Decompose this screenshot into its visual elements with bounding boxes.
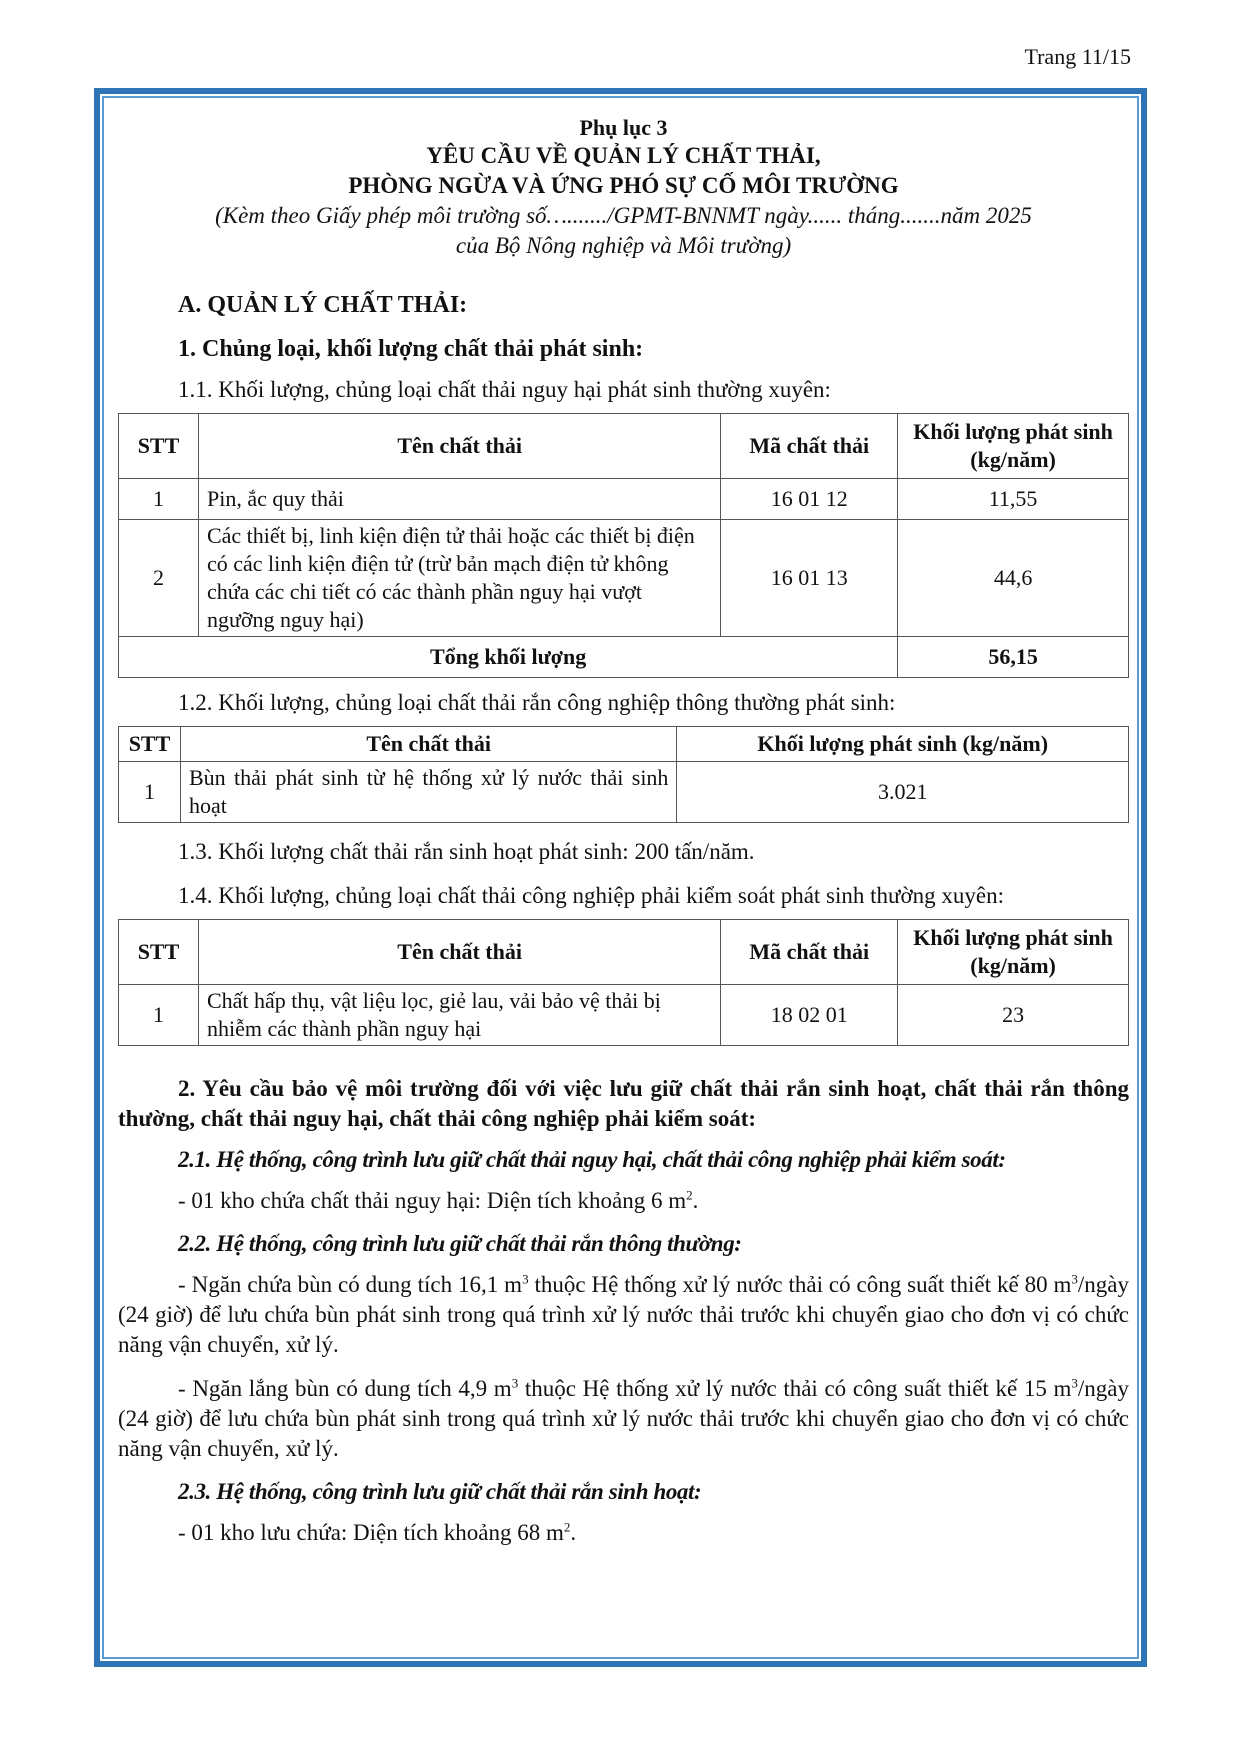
text: - 01 kho lưu chứa: Diện tích khoảng 68 m <box>178 1520 564 1545</box>
cell-amount: 3.021 <box>677 762 1129 823</box>
cell-stt: 1 <box>119 479 199 520</box>
column-header-stt: STT <box>119 727 181 762</box>
section-2-1-heading: 2.1. Hệ thống, công trình lưu giữ chất thải nguy hại, chất thải công nghiệp phải kiểm soát: <box>178 1147 1006 1172</box>
table-header-row <box>119 414 1129 479</box>
column-header-amount: Khối lượng phát sinh (kg/năm) <box>677 727 1129 762</box>
appendix-label: Phụ lục 3 <box>579 115 668 140</box>
section-2-heading: 2. Yêu cầu bảo vệ môi trường đối với việc lưu giữ chất thải rắn sinh hoạt, chất thải rắn thông thường, chất thải nguy hại, chất thải công nghiệp phải kiểm soát: <box>118 1076 1129 1131</box>
table-row <box>119 479 1129 520</box>
cell-stt: 1 <box>119 762 181 823</box>
column-header-code: Mã chất thải <box>721 414 898 479</box>
superscript: 3 <box>511 1375 519 1391</box>
total-label: Tổng khối lượng <box>119 637 898 678</box>
column-header-name: Tên chất thải <box>180 727 676 762</box>
text: - Ngăn chứa bùn có dung tích 16,1 m <box>178 1272 523 1297</box>
cell-name: Pin, ắc quy thải <box>198 479 720 520</box>
column-header-amount: Khối lượng phát sinh (kg/năm) <box>898 920 1129 985</box>
section-1-2-text: 1.2. Khối lượng, chủng loại chất thải rắn công nghiệp thông thường phát sinh: <box>178 690 896 715</box>
column-header-name: Tên chất thải <box>198 920 720 985</box>
table-row <box>119 520 1129 637</box>
table-header-row <box>119 920 1129 985</box>
cell-name: Chất hấp thụ, vật liệu lọc, giẻ lau, vải bảo vệ thải bị nhiễm các thành phần nguy hại <box>198 985 720 1046</box>
text: /ngày (24 giờ) để lưu chứa bùn phát sinh trong quá trình xử lý nước thải trước khi chuyển giao cho đơn vị có chức năng vận chuyển, xử lý. <box>118 1272 1129 1357</box>
section-2-2-heading: 2.2. Hệ thống, công trình lưu giữ chất thải rắn thông thường: <box>178 1231 742 1256</box>
cell-stt: 1 <box>119 985 199 1046</box>
cell-code: 16 01 13 <box>721 520 898 637</box>
text: . <box>570 1520 577 1545</box>
controlled-waste-table <box>118 919 1129 1046</box>
section-1-3-text: 1.3. Khối lượng chất thải rắn sinh hoạt phát sinh: 200 tấn/năm. <box>178 839 755 864</box>
document-body <box>118 112 1129 1548</box>
page-number: Trang 11/15 <box>1024 44 1131 69</box>
section-1-4-text: 1.4. Khối lượng, chủng loại chất thải công nghiệp phải kiểm soát phát sinh thường xuyên: <box>178 883 1005 908</box>
superscript: 3 <box>1071 1271 1078 1287</box>
section-1-heading: 1. Chủng loại, khối lượng chất thải phát sinh: <box>178 336 644 362</box>
column-header-stt: STT <box>119 920 199 985</box>
total-value: 56,15 <box>898 637 1129 678</box>
section-2-1-text <box>118 1186 1129 1216</box>
section-2-3-heading: 2.3. Hệ thống, công trình lưu giữ chất thải rắn sinh hoạt: <box>178 1479 702 1504</box>
text: thuộc Hệ thống xử lý nước thải có công suất thiết kế 80 m <box>528 1272 1072 1297</box>
section-2-2-paragraph-1 <box>118 1270 1129 1360</box>
cell-name: Các thiết bị, linh kiện điện tử thải hoặc các thiết bị điện có các linh kiện điện tử (trừ bản mạch điện tử không chứa các chi tiết có các thành phần nguy hại vượt ngưỡng nguy hại) <box>198 520 720 637</box>
section-2-2-paragraph-2 <box>118 1374 1129 1464</box>
cell-code: 16 01 12 <box>721 479 898 520</box>
section-1-1-text: 1.1. Khối lượng, chủng loại chất thải nguy hại phát sinh thường xuyên: <box>178 377 831 402</box>
table-header-row <box>119 727 1129 762</box>
table-total-row <box>119 637 1129 678</box>
document-subtitle-line2: của Bộ Nông nghiệp và Môi trường) <box>455 233 792 258</box>
superscript: 2 <box>563 1519 571 1535</box>
section-a-heading: A. QUẢN LÝ CHẤT THẢI: <box>178 292 468 318</box>
superscript: 3 <box>1071 1375 1078 1391</box>
cell-name: Bùn thải phát sinh từ hệ thống xử lý nước thải sinh hoạt <box>180 762 676 823</box>
section-2-3-text <box>118 1518 1129 1548</box>
cell-amount: 44,6 <box>898 520 1129 637</box>
text: thuộc Hệ thống xử lý nước thải có công suất thiết kế 15 m <box>518 1376 1072 1401</box>
column-header-name: Tên chất thải <box>198 414 720 479</box>
document-title-line2: PHÒNG NGỪA VÀ ỨNG PHÓ SỰ CỐ MÔI TRƯỜNG <box>348 173 899 198</box>
cell-amount: 23 <box>898 985 1129 1046</box>
table-row <box>119 762 1129 823</box>
cell-code: 18 02 01 <box>721 985 898 1046</box>
text: - Ngăn lắng bùn có dung tích 4,9 m <box>178 1376 512 1401</box>
cell-amount: 11,55 <box>898 479 1129 520</box>
industrial-waste-table <box>118 726 1129 823</box>
table-row <box>119 985 1129 1046</box>
column-header-amount: Khối lượng phát sinh (kg/năm) <box>898 414 1129 479</box>
cell-stt: 2 <box>119 520 199 637</box>
column-header-code: Mã chất thải <box>721 920 898 985</box>
text: /ngày (24 giờ) để lưu chứa bùn phát sinh trong quá trình xử lý nước thải trước khi chuyển giao cho đơn vị có chức năng vận chuyển, xử lý. <box>118 1376 1129 1461</box>
document-subtitle-line1: (Kèm theo Giấy phép môi trường số…......./GPMT-BNNMT ngày...... tháng.......năm 2025 <box>215 203 1032 228</box>
document-title-line1: YÊU CẦU VỀ QUẢN LÝ CHẤT THẢI, <box>426 143 821 168</box>
column-header-stt: STT <box>119 414 199 479</box>
text: . <box>692 1188 699 1213</box>
superscript: 2 <box>686 1187 693 1203</box>
superscript: 3 <box>522 1271 529 1287</box>
text: - 01 kho chứa chất thải nguy hại: Diện tích khoảng 6 m <box>178 1188 687 1213</box>
hazardous-waste-table <box>118 413 1129 678</box>
